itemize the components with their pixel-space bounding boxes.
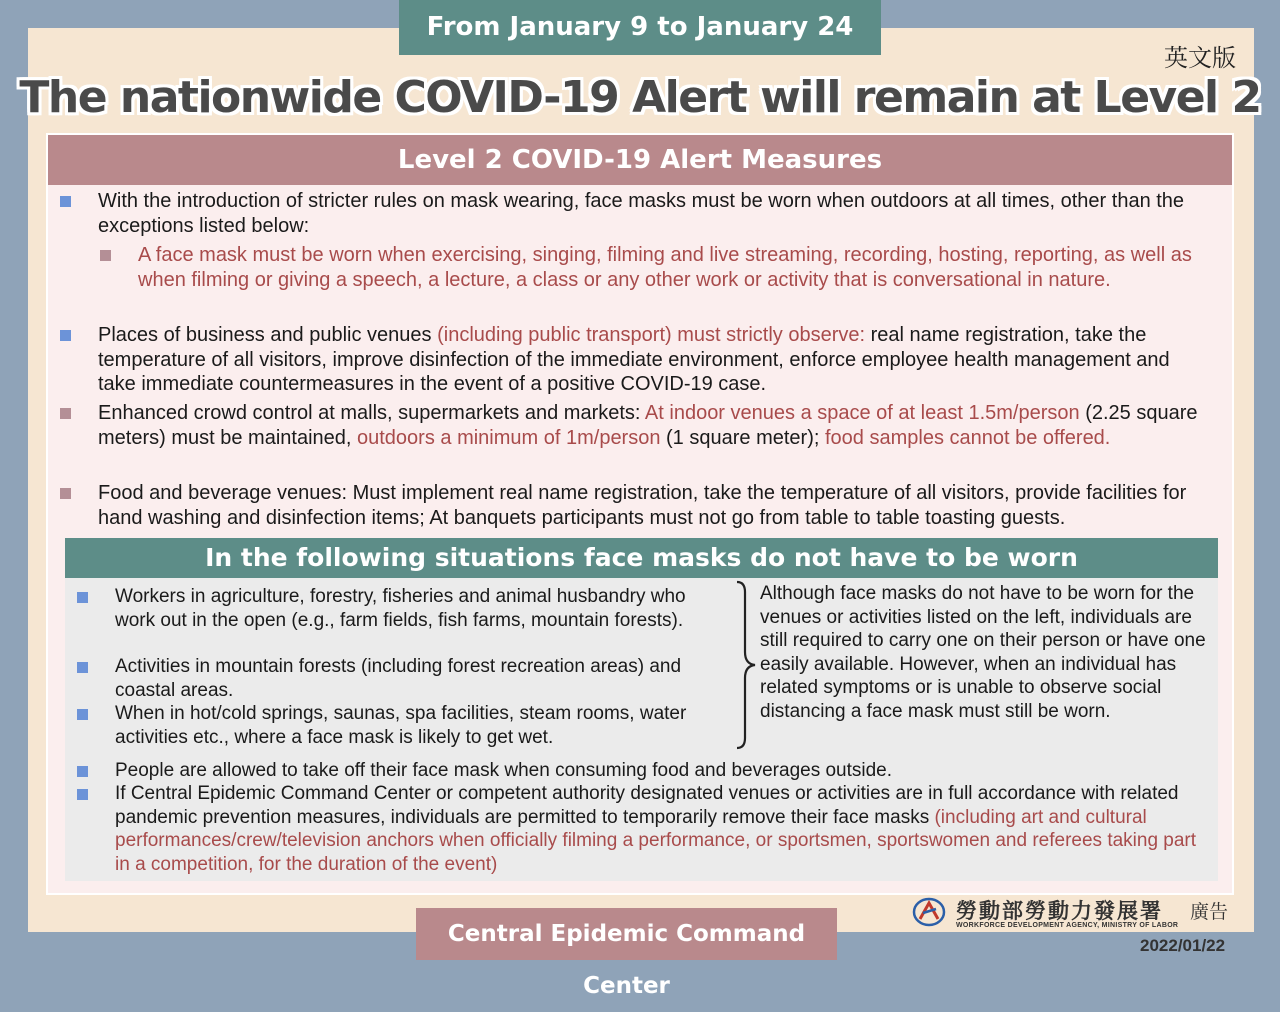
no-mask-header: In the following situations face masks do not have to be worn	[65, 538, 1218, 578]
brace-icon	[733, 580, 757, 750]
no-mask-highlight: (including art and cultural performances/crew/television anchors when officially filming a performance, or sportsmen, sportswomen and referees taking part in a competition, for the duration of the event)	[115, 806, 1197, 875]
no-mask-text: People are allowed to take off their face mask when consuming food and beverages outside.	[115, 760, 893, 781]
bullet-icon	[60, 330, 71, 341]
measures-header: Level 2 COVID-19 Alert Measures	[48, 135, 1232, 185]
bullet-icon	[60, 488, 71, 499]
ad-tag: 廣告	[1190, 901, 1229, 923]
bullet-icon	[77, 709, 88, 720]
measure-text: Food and beverage venues: Must implement real name registration, take the temperature of all visitors, provide facilities for hand washing and disinfection items; At banquets participants must not go from table to table toasting guests.	[98, 482, 1187, 529]
language-tag: 英文版	[1164, 44, 1236, 72]
agency-logo-icon	[912, 897, 946, 927]
no-mask-text: When in hot/cold springs, saunas, spa facilities, steam rooms, water activities etc., where a face mask is likely to get wet.	[115, 703, 687, 748]
agency-name-zh: 勞動部勞動力發展署	[956, 899, 1163, 923]
measure-text: Places of business and public venues	[98, 324, 438, 346]
measure-item-food	[98, 481, 1208, 530]
measure-text: real name registration, take the temperature of all visitors, improve disinfection of the immediate environment, enforce employee health management and take immediate countermeasures in the event of a positive COVID-19 case.	[98, 324, 1170, 395]
measure-item-venues	[98, 323, 1208, 397]
measure-highlight: (including public transport) must strictly observe:	[437, 324, 866, 346]
bullet-icon	[77, 662, 88, 673]
bullet-icon	[77, 766, 88, 777]
no-mask-item	[115, 702, 735, 749]
no-mask-text: Activities in mountain forests (including forest recreation areas) and coastal areas.	[115, 656, 682, 701]
main-title: The nationwide COVID-19 Alert will remain at Level 2	[19, 72, 1261, 123]
no-mask-text: If Central Epidemic Command Center or competent authority designated venues or activities are in full accordance with related pandemic prevention measures, individuals are permitted to temporarily remove their face masks	[115, 783, 1179, 828]
measures-panel	[46, 133, 1234, 895]
measure-text: (1 square meter);	[660, 426, 825, 449]
measure-item-crowd	[98, 401, 1208, 450]
no-mask-text: Workers in agriculture, forestry, fisheries and animal husbandry who work out in the open (e.g., farm fields, fish farms, mountain forests).	[115, 586, 686, 631]
measure-text: Enhanced crowd control at malls, supermarkets and markets:	[98, 402, 645, 424]
no-mask-item	[115, 759, 1215, 783]
measure-subtext: A face mask must be worn when exercising, singing, filming and live streaming, recording, hosting, reporting, as well as when filming or giving a speech, a lecture, a class or any other work or activity that is conversational in nature.	[138, 244, 1192, 291]
carry-mask-note: Although face masks do not have to be worn for the venues or activities listed on the left, individuals are still required to carry one on their person or have one easily available. However, when an individual has related symptoms or is unable to observe social distancing a face mask must still be worn.	[760, 583, 1206, 722]
measures-list	[48, 189, 1234, 529]
bullet-icon	[77, 592, 88, 603]
date-banner: From January 9 to January 24	[399, 0, 881, 55]
measure-highlight: food samples cannot be offered.	[824, 426, 1111, 449]
no-mask-item	[115, 782, 1215, 876]
cecc-footer: Central Epidemic Command Center	[416, 908, 837, 960]
bullet-icon	[77, 789, 88, 800]
measure-subitem-masks	[138, 243, 1218, 292]
measure-highlight: At indoor venues a space of at least 1.5m/person	[644, 402, 1080, 424]
no-mask-box	[65, 538, 1218, 881]
agency-logo-block	[912, 895, 1242, 931]
no-mask-item	[115, 655, 735, 702]
bullet-icon	[60, 196, 71, 207]
no-mask-item	[115, 585, 730, 632]
measure-text: (2.25 square meters) must be maintained,	[98, 402, 1198, 449]
bullet-icon	[100, 250, 111, 261]
agency-name-en: WORKFORCE DEVELOPMENT AGENCY, MINISTRY OF LABOR	[956, 922, 1179, 929]
measure-item-masks	[98, 189, 1208, 238]
measure-highlight: outdoors a minimum of 1m/person	[357, 426, 661, 449]
measure-text: With the introduction of stricter rules on mask wearing, face masks must be worn when outdoors at all times, other than the exceptions listed below:	[98, 190, 1185, 237]
publish-date: 2022/01/22	[1140, 936, 1226, 955]
bullet-icon	[60, 408, 71, 419]
